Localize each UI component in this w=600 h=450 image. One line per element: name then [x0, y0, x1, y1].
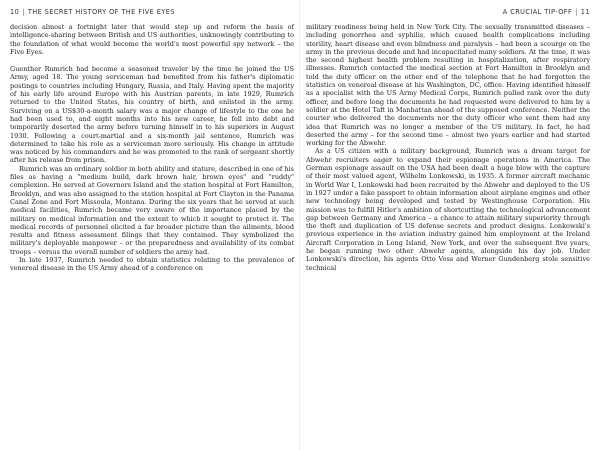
body-paragraph: Guenther Rumrich had become a seasoned traveler by the time he joined the US Army, aged 18. The young serviceman had benefited from his father's diplomatic postings to countries including Hungary, Russia, and Italy. Having spent the majority of his early life around Europe with his Austrian parents, in late 1929, Rumrich returned to the United States, his country of birth, and enlisted in the army. Surviving on a US$30-a-month salary was a major change of lifestyle to the one he had been used to, and eight months into his new career, he fell into debt and temporarily deserted the army before turning himself in to his superiors in August 1930. Following a court-martial and a six-month jail sentence, Rumrich was determined to take his role as a serviceman more seriously. His change in attitude was noticed by his commanders and he was promoted to the rank of sergeant shortly after his release from prison. — [10, 65, 294, 165]
body-paragraph: As a US citizen with a military background, Rumrich was a dream target for Abwehr recruiters eager to expand their espionage operations in America. The German espionage assault on the USA had been dealt a huge blow with the capture of their most valued agent, Wilhelm Lonkowski, in 1935. A former aircraft mechanic in World War I, Lonkowski had been recruited by the Abwehr and deployed to the US in 1927 under a fake passport to obtain information about airplane engines and other new technology being developed and tested by Westinghouse Corporation. His mission was to fulfill Hitler's ambition of shortcutting the technological advancement gap between Germany and America – a chance to attain military superiority through the theft and duplication of US defense secrets and product designs. Lonkowski's previous experience in the aviation industry gained him employment at the Ireland Aircraft Corporation in Long Island, New York, and over the subsequent five years, he began running two other Abwehr agents, alongside his day job. Under Lonkowski's direction, his agents Otto Voss and Werner Gundenberg stole sensitive technical — [306, 147, 590, 272]
header-separator: | — [22, 8, 25, 16]
left-page-number: 10 — [10, 8, 20, 16]
right-page-number: 11 — [580, 8, 590, 16]
body-paragraph: In late 1937, Rumrich needed to obtain statistics relating to the prevalence of venereal disease in the US Army ahead of a conference on — [10, 256, 294, 273]
body-paragraph: Rumrich was an ordinary soldier in both ability and stature, described in one of his files as having a "medium build, dark brown hair, brown eyes" and "ruddy" complexion. He served at Governors Island and the station hospital at Fort Hamilton, Brooklyn, and was also assigned to the station hospital at Fort Clayton in the Panama Canal Zone and Fort Missoula, Montana. During the six years that he served at such medical facilities, Rumrich became very aware of the importance placed by the military on medical information and the extent to which it sought to protect it. The medical records of personnel elicited a far broader picture than the ailments, blood results and fitness assessment filings that they contained. They symbolized the military's deployable manpower – or the preparedness and availability of its combat troops – versus the overall number of soldiers the army had. — [10, 164, 294, 256]
header-separator: | — [575, 8, 578, 16]
right-page — [300, 0, 600, 450]
right-running-title: A CRUCIAL TIP-OFF — [502, 8, 573, 16]
body-paragraph: decision almost a fortnight later that would step up and reform the basis of intelligence-sharing between British and US authorities, unknowingly contributing to the foundation of what would become the world's most powerful spy network – the Five Eyes. — [10, 23, 294, 56]
right-running-header — [306, 8, 590, 17]
left-running-header — [10, 8, 294, 17]
body-paragraph: military readiness being held in New York City. The sexually transmitted diseases – including gonorrhea and syphilis, which caused health complications including sterility, heart disease and even blindness and paralysis – had been a scourge on the army in the previous decade and had incapacitated many soldiers. At the time, it was the second highest health problem resulting in hospitalization, after respiratory illnesses. Rumrich contacted the medical section at Fort Hamilton in Brooklyn and told the duty officer on the other end of the telephone that he had forgotten the statistics on venereal disease at his Washington, DC, office. Having identified himself as a specialist with the US Army Medical Corps, Rumrich pulled rank over the duty officer, and before long the documents he had requested were delivered to him by a soldier at the Hotel Taft in Manhattan ahead of the supposed conference. Neither the courier who delivered the documents nor the duty officer who sent them had any idea that Rumrich was no longer a member of the US military. In fact, he had deserted the army – for the second time – almost two years earlier and had started working for the Abwehr. — [306, 23, 590, 148]
left-running-title: THE SECRET HISTORY OF THE FIVE EYES — [27, 8, 175, 16]
